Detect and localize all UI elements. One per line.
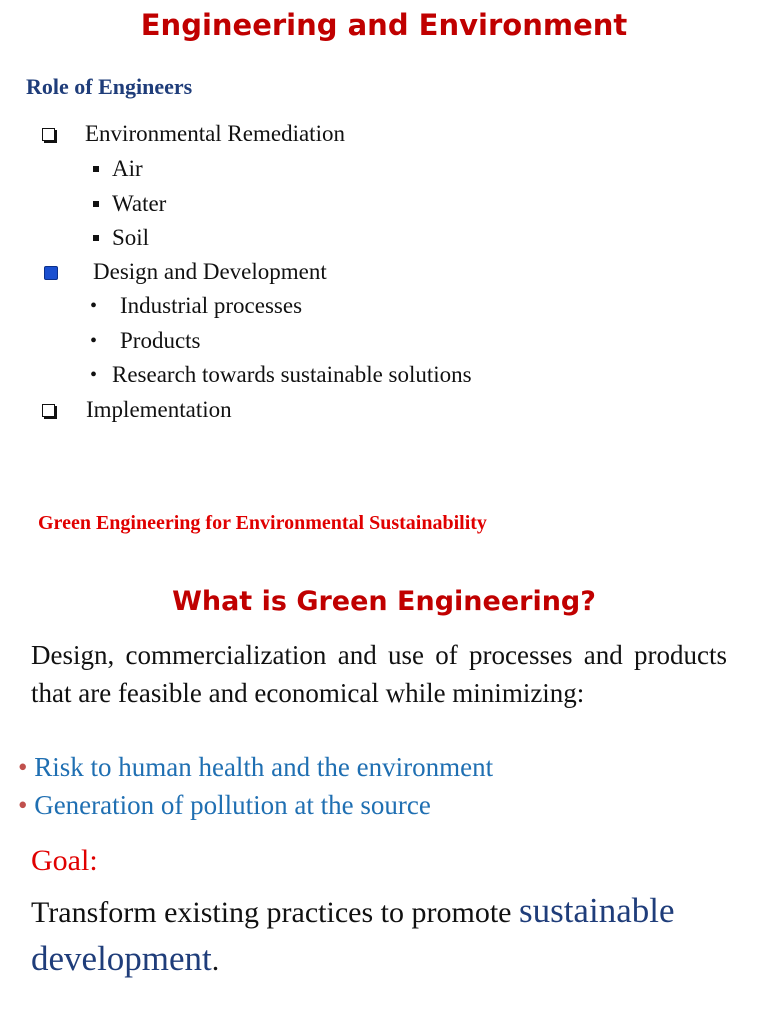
goal-text-accent: sustainable development (31, 891, 675, 978)
sub-item-air: Air (112, 156, 143, 181)
point-text: Risk to human health and the environment (34, 752, 494, 782)
dot-bullet-icon: • (90, 330, 98, 352)
checkbox-icon (42, 404, 55, 417)
square-bullet-icon (93, 201, 99, 207)
square-bullet-icon (93, 166, 99, 172)
definition-paragraph: Design, commercialization and use of processes and products that are feasible and economical while minimizing: (31, 640, 727, 708)
blue-square-icon (44, 266, 58, 280)
list-item-environmental-remediation: Environmental Remediation (85, 121, 345, 146)
goal-text-start: Transform existing practices to promote (31, 896, 519, 929)
red-bullet-icon: • (18, 790, 28, 820)
green-engineering-heading: Green Engineering for Environmental Sustainability (38, 512, 487, 534)
page-title: Engineering and Environment (140, 8, 628, 42)
sub-item-soil: Soil (112, 225, 150, 250)
dot-bullet-icon: • (90, 295, 98, 317)
list-item-design-and-development: Design and Development (93, 259, 327, 284)
sub-item-products: Products (120, 328, 201, 353)
point-text: Generation of pollution at the source (34, 790, 431, 820)
square-bullet-icon (93, 235, 99, 241)
point-risk (18, 750, 493, 784)
sub-item-industrial-processes: Industrial processes (120, 293, 303, 318)
point-pollution (18, 788, 431, 822)
sub-item-water: Water (112, 191, 167, 216)
goal-text (31, 888, 761, 984)
red-bullet-icon: • (18, 752, 28, 782)
list-item-implementation: Implementation (86, 397, 232, 422)
question-title: What is Green Engineering? (172, 586, 596, 617)
role-of-engineers-heading: Role of Engineers (26, 74, 193, 99)
checkbox-icon (42, 128, 55, 141)
goal-label: Goal: (31, 844, 98, 877)
goal-text-end: . (211, 944, 220, 977)
dot-bullet-icon: • (90, 364, 98, 386)
sub-item-research: Research towards sustainable solutions (112, 362, 472, 387)
